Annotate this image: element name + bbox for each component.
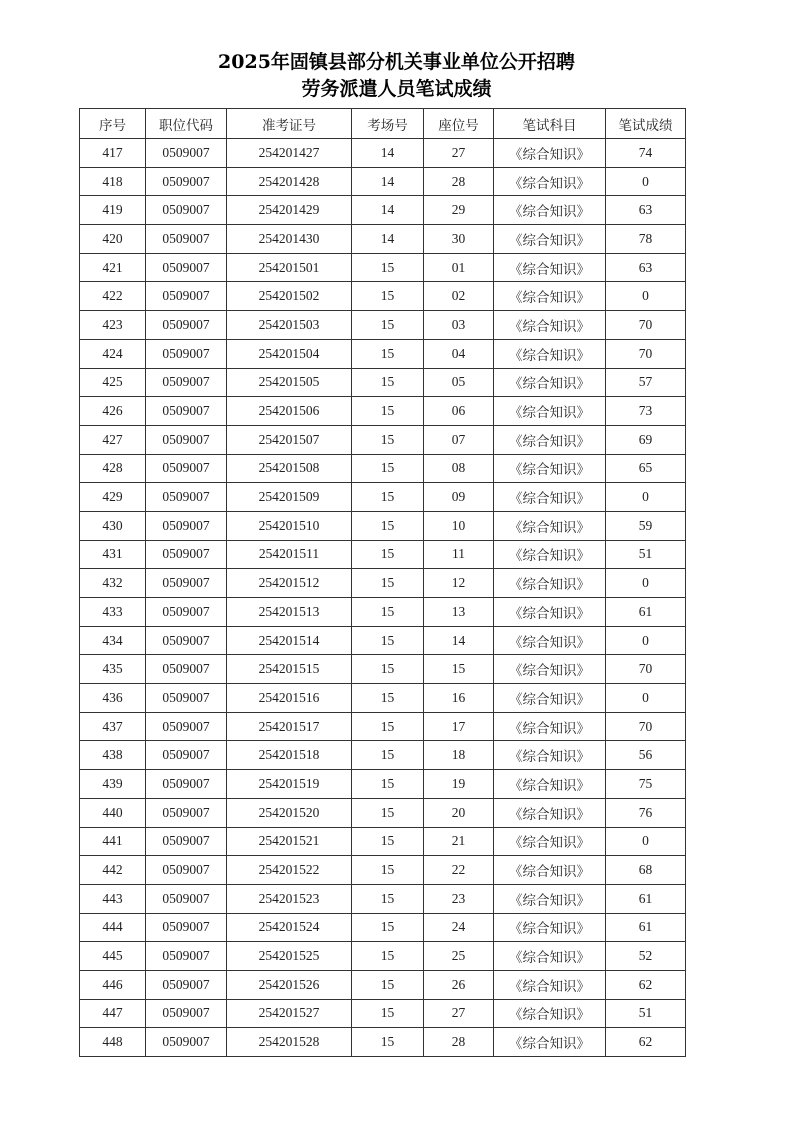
cell-subject: 《综合知识》	[494, 196, 606, 225]
cell-admission-ticket: 254201509	[227, 483, 352, 512]
cell-exam-room: 15	[352, 942, 424, 971]
cell-subject: 《综合知识》	[494, 942, 606, 971]
cell-score: 0	[606, 684, 686, 713]
cell-seat: 18	[424, 741, 494, 770]
cell-seat: 20	[424, 798, 494, 827]
cell-score: 61	[606, 913, 686, 942]
cell-seat: 19	[424, 770, 494, 799]
cell-score: 52	[606, 942, 686, 971]
cell-seq: 427	[80, 425, 146, 454]
cell-exam-room: 15	[352, 913, 424, 942]
cell-score: 0	[606, 827, 686, 856]
cell-seat: 14	[424, 626, 494, 655]
cell-seq: 423	[80, 311, 146, 340]
cell-seat: 03	[424, 311, 494, 340]
cell-score: 63	[606, 253, 686, 282]
cell-position-code: 0509007	[146, 282, 227, 311]
cell-seq: 439	[80, 770, 146, 799]
cell-seat: 10	[424, 511, 494, 540]
cell-exam-room: 14	[352, 225, 424, 254]
cell-admission-ticket: 254201515	[227, 655, 352, 684]
cell-exam-room: 15	[352, 311, 424, 340]
cell-subject: 《综合知识》	[494, 483, 606, 512]
cell-exam-room: 15	[352, 397, 424, 426]
cell-position-code: 0509007	[146, 942, 227, 971]
cell-seq: 448	[80, 1028, 146, 1057]
cell-seat: 30	[424, 225, 494, 254]
cell-seat: 25	[424, 942, 494, 971]
cell-exam-room: 15	[352, 856, 424, 885]
cell-seq: 432	[80, 569, 146, 598]
cell-subject: 《综合知识》	[494, 540, 606, 569]
cell-position-code: 0509007	[146, 225, 227, 254]
cell-score: 70	[606, 339, 686, 368]
cell-subject: 《综合知识》	[494, 741, 606, 770]
cell-score: 59	[606, 511, 686, 540]
cell-position-code: 0509007	[146, 397, 227, 426]
cell-score: 51	[606, 999, 686, 1028]
table-row	[80, 225, 686, 254]
cell-position-code: 0509007	[146, 798, 227, 827]
cell-subject: 《综合知识》	[494, 339, 606, 368]
cell-exam-room: 14	[352, 139, 424, 168]
table-row	[80, 684, 686, 713]
cell-seq: 428	[80, 454, 146, 483]
cell-admission-ticket: 254201430	[227, 225, 352, 254]
cell-position-code: 0509007	[146, 253, 227, 282]
cell-score: 0	[606, 167, 686, 196]
cell-admission-ticket: 254201507	[227, 425, 352, 454]
table-header-row	[80, 109, 686, 139]
col-header-admission-ticket: 准考证号	[227, 109, 352, 139]
cell-admission-ticket: 254201508	[227, 454, 352, 483]
col-header-score: 笔试成绩	[606, 109, 686, 139]
cell-exam-room: 15	[352, 368, 424, 397]
cell-seq: 447	[80, 999, 146, 1028]
cell-admission-ticket: 254201518	[227, 741, 352, 770]
cell-position-code: 0509007	[146, 1028, 227, 1057]
cell-position-code: 0509007	[146, 970, 227, 999]
cell-score: 68	[606, 856, 686, 885]
table-row	[80, 770, 686, 799]
cell-position-code: 0509007	[146, 827, 227, 856]
table-row	[80, 368, 686, 397]
cell-subject: 《综合知识》	[494, 999, 606, 1028]
cell-seat: 01	[424, 253, 494, 282]
cell-subject: 《综合知识》	[494, 225, 606, 254]
cell-subject: 《综合知识》	[494, 827, 606, 856]
cell-score: 0	[606, 483, 686, 512]
table-row	[80, 741, 686, 770]
cell-admission-ticket: 254201527	[227, 999, 352, 1028]
table-row	[80, 339, 686, 368]
cell-seq: 417	[80, 139, 146, 168]
cell-position-code: 0509007	[146, 540, 227, 569]
cell-subject: 《综合知识》	[494, 798, 606, 827]
table-body	[80, 139, 686, 1057]
table-row	[80, 655, 686, 684]
cell-admission-ticket: 254201523	[227, 884, 352, 913]
cell-exam-room: 15	[352, 712, 424, 741]
cell-seat: 27	[424, 999, 494, 1028]
cell-seq: 429	[80, 483, 146, 512]
table-row	[80, 139, 686, 168]
cell-position-code: 0509007	[146, 339, 227, 368]
cell-seq: 436	[80, 684, 146, 713]
cell-seat: 15	[424, 655, 494, 684]
cell-seq: 441	[80, 827, 146, 856]
cell-admission-ticket: 254201516	[227, 684, 352, 713]
cell-seq: 419	[80, 196, 146, 225]
cell-admission-ticket: 254201525	[227, 942, 352, 971]
cell-exam-room: 15	[352, 425, 424, 454]
scores-table	[79, 108, 686, 1057]
cell-exam-room: 15	[352, 540, 424, 569]
cell-exam-room: 15	[352, 1028, 424, 1057]
cell-admission-ticket: 254201502	[227, 282, 352, 311]
cell-subject: 《综合知识》	[494, 770, 606, 799]
cell-exam-room: 15	[352, 339, 424, 368]
cell-seat: 24	[424, 913, 494, 942]
cell-exam-room: 15	[352, 999, 424, 1028]
table-row	[80, 942, 686, 971]
cell-position-code: 0509007	[146, 856, 227, 885]
cell-subject: 《综合知识》	[494, 856, 606, 885]
cell-exam-room: 15	[352, 770, 424, 799]
cell-admission-ticket: 254201428	[227, 167, 352, 196]
cell-seq: 421	[80, 253, 146, 282]
cell-position-code: 0509007	[146, 511, 227, 540]
cell-score: 51	[606, 540, 686, 569]
table-row	[80, 598, 686, 627]
table-row	[80, 913, 686, 942]
cell-subject: 《综合知识》	[494, 253, 606, 282]
cell-score: 63	[606, 196, 686, 225]
cell-admission-ticket: 254201511	[227, 540, 352, 569]
cell-position-code: 0509007	[146, 598, 227, 627]
cell-seat: 04	[424, 339, 494, 368]
cell-admission-ticket: 254201513	[227, 598, 352, 627]
table-row	[80, 970, 686, 999]
cell-position-code: 0509007	[146, 139, 227, 168]
table-row	[80, 626, 686, 655]
cell-score: 0	[606, 569, 686, 598]
cell-admission-ticket: 254201519	[227, 770, 352, 799]
cell-score: 76	[606, 798, 686, 827]
cell-admission-ticket: 254201514	[227, 626, 352, 655]
cell-seq: 433	[80, 598, 146, 627]
page-title-line2: 劳务派遣人员笔试成绩	[301, 78, 492, 100]
cell-admission-ticket: 254201506	[227, 397, 352, 426]
cell-subject: 《综合知识》	[494, 425, 606, 454]
cell-position-code: 0509007	[146, 483, 227, 512]
table-row	[80, 483, 686, 512]
cell-admission-ticket: 254201520	[227, 798, 352, 827]
cell-exam-room: 15	[352, 253, 424, 282]
cell-admission-ticket: 254201429	[227, 196, 352, 225]
cell-score: 62	[606, 970, 686, 999]
cell-admission-ticket: 254201526	[227, 970, 352, 999]
col-header-subject: 笔试科目	[494, 109, 606, 139]
table-row	[80, 712, 686, 741]
cell-subject: 《综合知识》	[494, 655, 606, 684]
table-row	[80, 856, 686, 885]
cell-score: 75	[606, 770, 686, 799]
table-row	[80, 999, 686, 1028]
cell-exam-room: 15	[352, 282, 424, 311]
cell-seq: 434	[80, 626, 146, 655]
cell-subject: 《综合知识》	[494, 970, 606, 999]
cell-seat: 29	[424, 196, 494, 225]
cell-seq: 435	[80, 655, 146, 684]
cell-admission-ticket: 254201504	[227, 339, 352, 368]
cell-subject: 《综合知识》	[494, 626, 606, 655]
table-row	[80, 827, 686, 856]
cell-seat: 21	[424, 827, 494, 856]
cell-seat: 07	[424, 425, 494, 454]
cell-seat: 06	[424, 397, 494, 426]
table-row	[80, 253, 686, 282]
cell-seq: 438	[80, 741, 146, 770]
cell-exam-room: 14	[352, 196, 424, 225]
cell-seat: 09	[424, 483, 494, 512]
cell-score: 69	[606, 425, 686, 454]
cell-seat: 05	[424, 368, 494, 397]
cell-position-code: 0509007	[146, 167, 227, 196]
cell-subject: 《综合知识》	[494, 913, 606, 942]
cell-exam-room: 15	[352, 454, 424, 483]
cell-subject: 《综合知识》	[494, 282, 606, 311]
cell-subject: 《综合知识》	[494, 712, 606, 741]
table-row	[80, 1028, 686, 1057]
cell-position-code: 0509007	[146, 196, 227, 225]
cell-exam-room: 15	[352, 598, 424, 627]
cell-seq: 444	[80, 913, 146, 942]
table-row	[80, 196, 686, 225]
cell-seat: 23	[424, 884, 494, 913]
cell-exam-room: 15	[352, 511, 424, 540]
cell-admission-ticket: 254201501	[227, 253, 352, 282]
cell-subject: 《综合知识》	[494, 397, 606, 426]
cell-seq: 420	[80, 225, 146, 254]
cell-seat: 17	[424, 712, 494, 741]
cell-exam-room: 15	[352, 655, 424, 684]
cell-position-code: 0509007	[146, 770, 227, 799]
cell-score: 70	[606, 311, 686, 340]
cell-admission-ticket: 254201517	[227, 712, 352, 741]
cell-subject: 《综合知识》	[494, 139, 606, 168]
cell-exam-room: 14	[352, 167, 424, 196]
cell-seat: 02	[424, 282, 494, 311]
cell-score: 0	[606, 282, 686, 311]
cell-seat: 16	[424, 684, 494, 713]
cell-seat: 28	[424, 167, 494, 196]
cell-seq: 445	[80, 942, 146, 971]
cell-seat: 22	[424, 856, 494, 885]
cell-admission-ticket: 254201528	[227, 1028, 352, 1057]
cell-seq: 422	[80, 282, 146, 311]
cell-seat: 28	[424, 1028, 494, 1057]
cell-seq: 442	[80, 856, 146, 885]
col-header-seat: 座位号	[424, 109, 494, 139]
cell-position-code: 0509007	[146, 311, 227, 340]
cell-exam-room: 15	[352, 569, 424, 598]
cell-seat: 08	[424, 454, 494, 483]
cell-position-code: 0509007	[146, 741, 227, 770]
table-row	[80, 540, 686, 569]
cell-admission-ticket: 254201503	[227, 311, 352, 340]
cell-seq: 426	[80, 397, 146, 426]
col-header-exam-room: 考场号	[352, 109, 424, 139]
cell-seat: 26	[424, 970, 494, 999]
cell-subject: 《综合知识》	[494, 311, 606, 340]
cell-exam-room: 15	[352, 827, 424, 856]
cell-position-code: 0509007	[146, 999, 227, 1028]
cell-score: 0	[606, 626, 686, 655]
cell-subject: 《综合知识》	[494, 684, 606, 713]
cell-seq: 440	[80, 798, 146, 827]
cell-score: 61	[606, 884, 686, 913]
cell-score: 73	[606, 397, 686, 426]
cell-subject: 《综合知识》	[494, 598, 606, 627]
cell-admission-ticket: 254201512	[227, 569, 352, 598]
cell-position-code: 0509007	[146, 913, 227, 942]
cell-exam-room: 15	[352, 884, 424, 913]
table-row	[80, 798, 686, 827]
cell-seat: 11	[424, 540, 494, 569]
cell-subject: 《综合知识》	[494, 511, 606, 540]
cell-seq: 446	[80, 970, 146, 999]
cell-score: 78	[606, 225, 686, 254]
cell-subject: 《综合知识》	[494, 167, 606, 196]
cell-exam-room: 15	[352, 798, 424, 827]
cell-admission-ticket: 254201522	[227, 856, 352, 885]
cell-seat: 12	[424, 569, 494, 598]
cell-exam-room: 15	[352, 741, 424, 770]
cell-position-code: 0509007	[146, 884, 227, 913]
cell-subject: 《综合知识》	[494, 368, 606, 397]
cell-position-code: 0509007	[146, 454, 227, 483]
cell-position-code: 0509007	[146, 712, 227, 741]
table-row	[80, 282, 686, 311]
cell-subject: 《综合知识》	[494, 884, 606, 913]
cell-admission-ticket: 254201521	[227, 827, 352, 856]
cell-score: 65	[606, 454, 686, 483]
cell-seq: 418	[80, 167, 146, 196]
col-header-seq: 序号	[80, 109, 146, 139]
table-row	[80, 167, 686, 196]
cell-admission-ticket: 254201427	[227, 139, 352, 168]
cell-seq: 425	[80, 368, 146, 397]
cell-position-code: 0509007	[146, 425, 227, 454]
cell-exam-room: 15	[352, 684, 424, 713]
table-row	[80, 311, 686, 340]
cell-admission-ticket: 254201505	[227, 368, 352, 397]
table-row	[80, 884, 686, 913]
cell-seq: 431	[80, 540, 146, 569]
cell-exam-room: 15	[352, 626, 424, 655]
cell-score: 70	[606, 712, 686, 741]
cell-seq: 430	[80, 511, 146, 540]
cell-position-code: 0509007	[146, 626, 227, 655]
col-header-position-code: 职位代码	[146, 109, 227, 139]
page-title-line1: 2025年固镇县部分机关事业单位公开招聘	[218, 51, 575, 73]
cell-score: 62	[606, 1028, 686, 1057]
cell-seq: 437	[80, 712, 146, 741]
cell-score: 61	[606, 598, 686, 627]
cell-exam-room: 15	[352, 483, 424, 512]
table-row	[80, 569, 686, 598]
cell-position-code: 0509007	[146, 655, 227, 684]
cell-position-code: 0509007	[146, 569, 227, 598]
table-row	[80, 397, 686, 426]
cell-subject: 《综合知识》	[494, 569, 606, 598]
cell-score: 57	[606, 368, 686, 397]
cell-subject: 《综合知识》	[494, 454, 606, 483]
cell-exam-room: 15	[352, 970, 424, 999]
cell-score: 74	[606, 139, 686, 168]
cell-score: 70	[606, 655, 686, 684]
table-row	[80, 454, 686, 483]
cell-admission-ticket: 254201510	[227, 511, 352, 540]
cell-position-code: 0509007	[146, 368, 227, 397]
table-row	[80, 511, 686, 540]
cell-seq: 424	[80, 339, 146, 368]
cell-seat: 27	[424, 139, 494, 168]
cell-position-code: 0509007	[146, 684, 227, 713]
cell-score: 56	[606, 741, 686, 770]
table-row	[80, 425, 686, 454]
cell-seq: 443	[80, 884, 146, 913]
cell-seat: 13	[424, 598, 494, 627]
cell-subject: 《综合知识》	[494, 1028, 606, 1057]
cell-admission-ticket: 254201524	[227, 913, 352, 942]
